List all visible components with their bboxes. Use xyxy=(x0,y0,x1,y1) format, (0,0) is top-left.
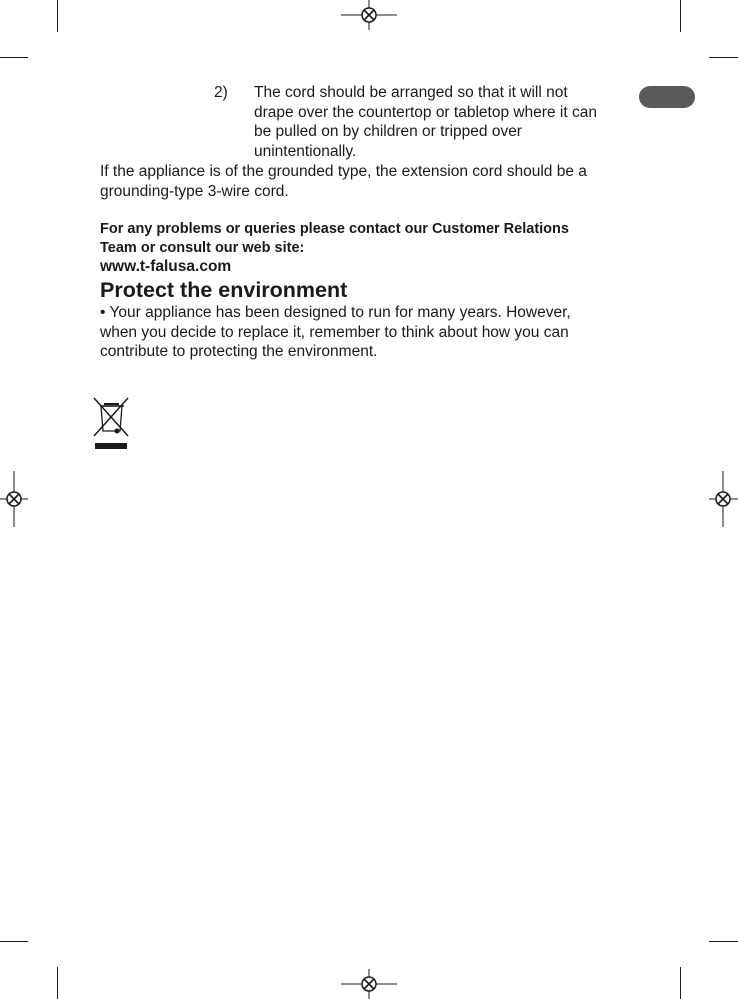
paragraph-line: • Your appliance has been designed to run for many years. However, xyxy=(100,304,571,321)
section-heading: Protect the environment xyxy=(100,278,348,302)
paragraph-line: contribute to protecting the environment. xyxy=(100,343,378,360)
website-link[interactable]: www.t-falusa.com xyxy=(100,258,232,275)
crop-mark-bottom-right-horizontal xyxy=(709,941,738,942)
paragraph-line: If the appliance is of the grounded type, the extension cord should be a xyxy=(100,163,587,180)
crop-mark-bottom-left-vertical xyxy=(57,967,58,999)
list-item-line: drape over the countertop or tabletop where it can xyxy=(254,103,597,121)
crop-mark-top-left-vertical xyxy=(57,0,58,32)
list-item-text xyxy=(254,83,597,161)
crop-mark-bottom-left-horizontal xyxy=(0,941,28,942)
language-tab xyxy=(639,86,695,108)
contact-note xyxy=(100,220,569,258)
contact-line: Team or consult our web site: xyxy=(100,240,305,256)
paragraph-line: when you decide to replace it, remember to think about how you can xyxy=(100,323,569,341)
registration-mark-icon xyxy=(341,969,397,999)
list-item-line: The cord should be arranged so that it will not xyxy=(254,84,568,101)
crop-mark-top-left-horizontal xyxy=(0,57,28,58)
environment-paragraph xyxy=(100,303,571,362)
contact-line: For any problems or queries please contact our Customer Relations xyxy=(100,221,569,237)
list-item-line: unintentionally. xyxy=(254,142,357,160)
registration-mark-icon xyxy=(709,471,738,527)
crop-mark-top-right-horizontal xyxy=(709,57,738,58)
registration-mark-icon xyxy=(341,0,397,30)
registration-mark-icon xyxy=(0,471,28,527)
crop-mark-top-right-vertical xyxy=(680,0,681,32)
list-item-line: be pulled on by children or tripped over xyxy=(254,123,522,140)
paragraph-line: grounding-type 3-wire cord. xyxy=(100,182,289,200)
crop-mark-bottom-right-vertical xyxy=(680,967,681,999)
list-number: 2) xyxy=(214,84,228,101)
crossed-out-wheelie-bin-icon xyxy=(93,397,131,451)
grounded-paragraph xyxy=(100,162,587,201)
